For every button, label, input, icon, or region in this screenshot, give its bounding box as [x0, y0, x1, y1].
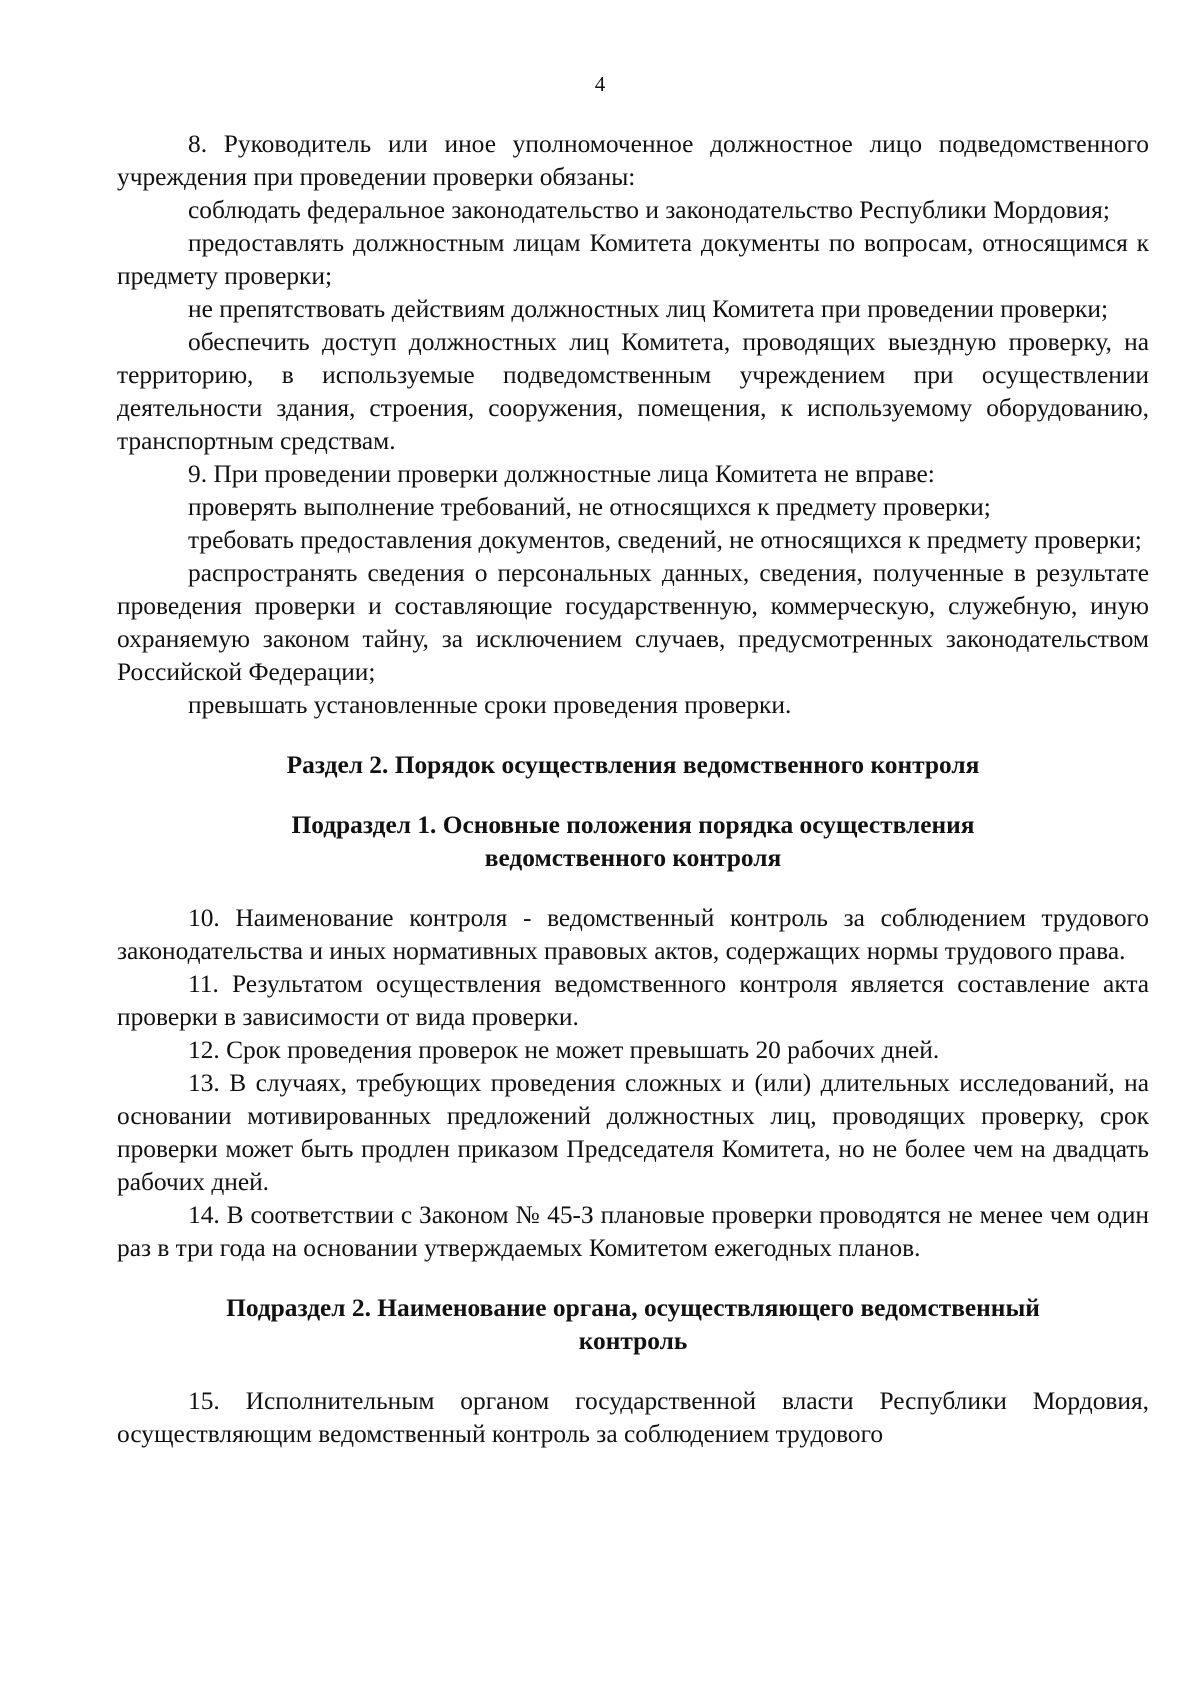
spacer: [117, 1265, 1149, 1292]
document-body: [117, 128, 1149, 1451]
paragraph-9-item-4: превышать установленные сроки проведения проверки.: [188, 691, 792, 719]
paragraph-12: 12. Срок проведения проверок не может превышать 20 рабочих дней.: [188, 1036, 940, 1064]
spacer: [117, 782, 1149, 809]
paragraph-13: 13. В случаях, требующих проведения сложных и (или) длительных исследований, на основании мотивированных предложений должностных лиц, проводящих проверку, срок проверки может быть продлен приказом Председателя Комитета, но не более чем на двадцать рабочих дней.: [117, 1069, 1149, 1196]
subsection-1-heading: Подраздел 1. Основные положения порядка осуществления ведомственного контроля: [291, 811, 975, 872]
paragraph-8-item-1: соблюдать федеральное законодательство и законодательство Республики Мордовия;: [188, 196, 1110, 224]
paragraph-11: 11. Результатом осуществления ведомственного контроля является составление акта проверки в зависимости от вида проверки.: [117, 970, 1149, 1031]
subsection-2-heading: Подраздел 2. Наименование органа, осуществляющего ведомственный контроль: [226, 1294, 1040, 1355]
paragraph-8-item-4: обеспечить доступ должностных лиц Комитета, проводящих выездную проверку, на территорию, в используемые подведомственным учреждением при осуществлении деятельности здания, строения, сооружения, помещения, к используемому оборудованию, транспортным средствам.: [117, 328, 1149, 455]
spacer: [117, 722, 1149, 749]
paragraph-15: 15. Исполнительным органом государственной власти Республики Мордовия, осуществляющим ведомственный контроль за соблюдением трудового: [117, 1387, 1149, 1448]
paragraph-9-item-1: проверять выполнение требований, не относящихся к предмету проверки;: [188, 493, 991, 521]
paragraph-10: 10. Наименование контроля - ведомственный контроль за соблюдением трудового законодательства и иных нормативных правовых актов, содержащих нормы трудового права.: [117, 904, 1149, 965]
paragraph-8-item-2: предоставлять должностным лицам Комитета документы по вопросам, относящимся к предмету проверки;: [117, 229, 1149, 290]
paragraph-8: 8. Руководитель или иное уполномоченное должностное лицо подведомственного учреждения при проведении проверки обязаны:: [117, 130, 1149, 191]
paragraph-9-item-3: распространять сведения о персональных данных, сведения, полученные в результате проведения проверки и составляющие государственную, коммерческую, служебную, иную охраняемую законом тайну, за исключением случаев, предусмотренных законодательством Российской Федерации;: [117, 559, 1149, 686]
page-number: 4: [594, 72, 606, 96]
section-2-heading: Раздел 2. Порядок осуществления ведомственного контроля: [286, 751, 980, 779]
paragraph-9-item-2: требовать предоставления документов, сведений, не относящихся к предмету проверки;: [188, 526, 1142, 554]
spacer: [117, 875, 1149, 902]
paragraph-9: 9. При проведении проверки должностные лица Комитета не вправе:: [188, 460, 935, 488]
paragraph-8-item-3: не препятствовать действиям должностных лиц Комитета при проведении проверки;: [188, 295, 1109, 323]
paragraph-14: 14. В соответствии с Законом № 45-З плановые проверки проводятся не менее чем один раз в три года на основании утверждаемых Комитетом ежегодных планов.: [117, 1201, 1149, 1262]
spacer: [117, 1358, 1149, 1385]
